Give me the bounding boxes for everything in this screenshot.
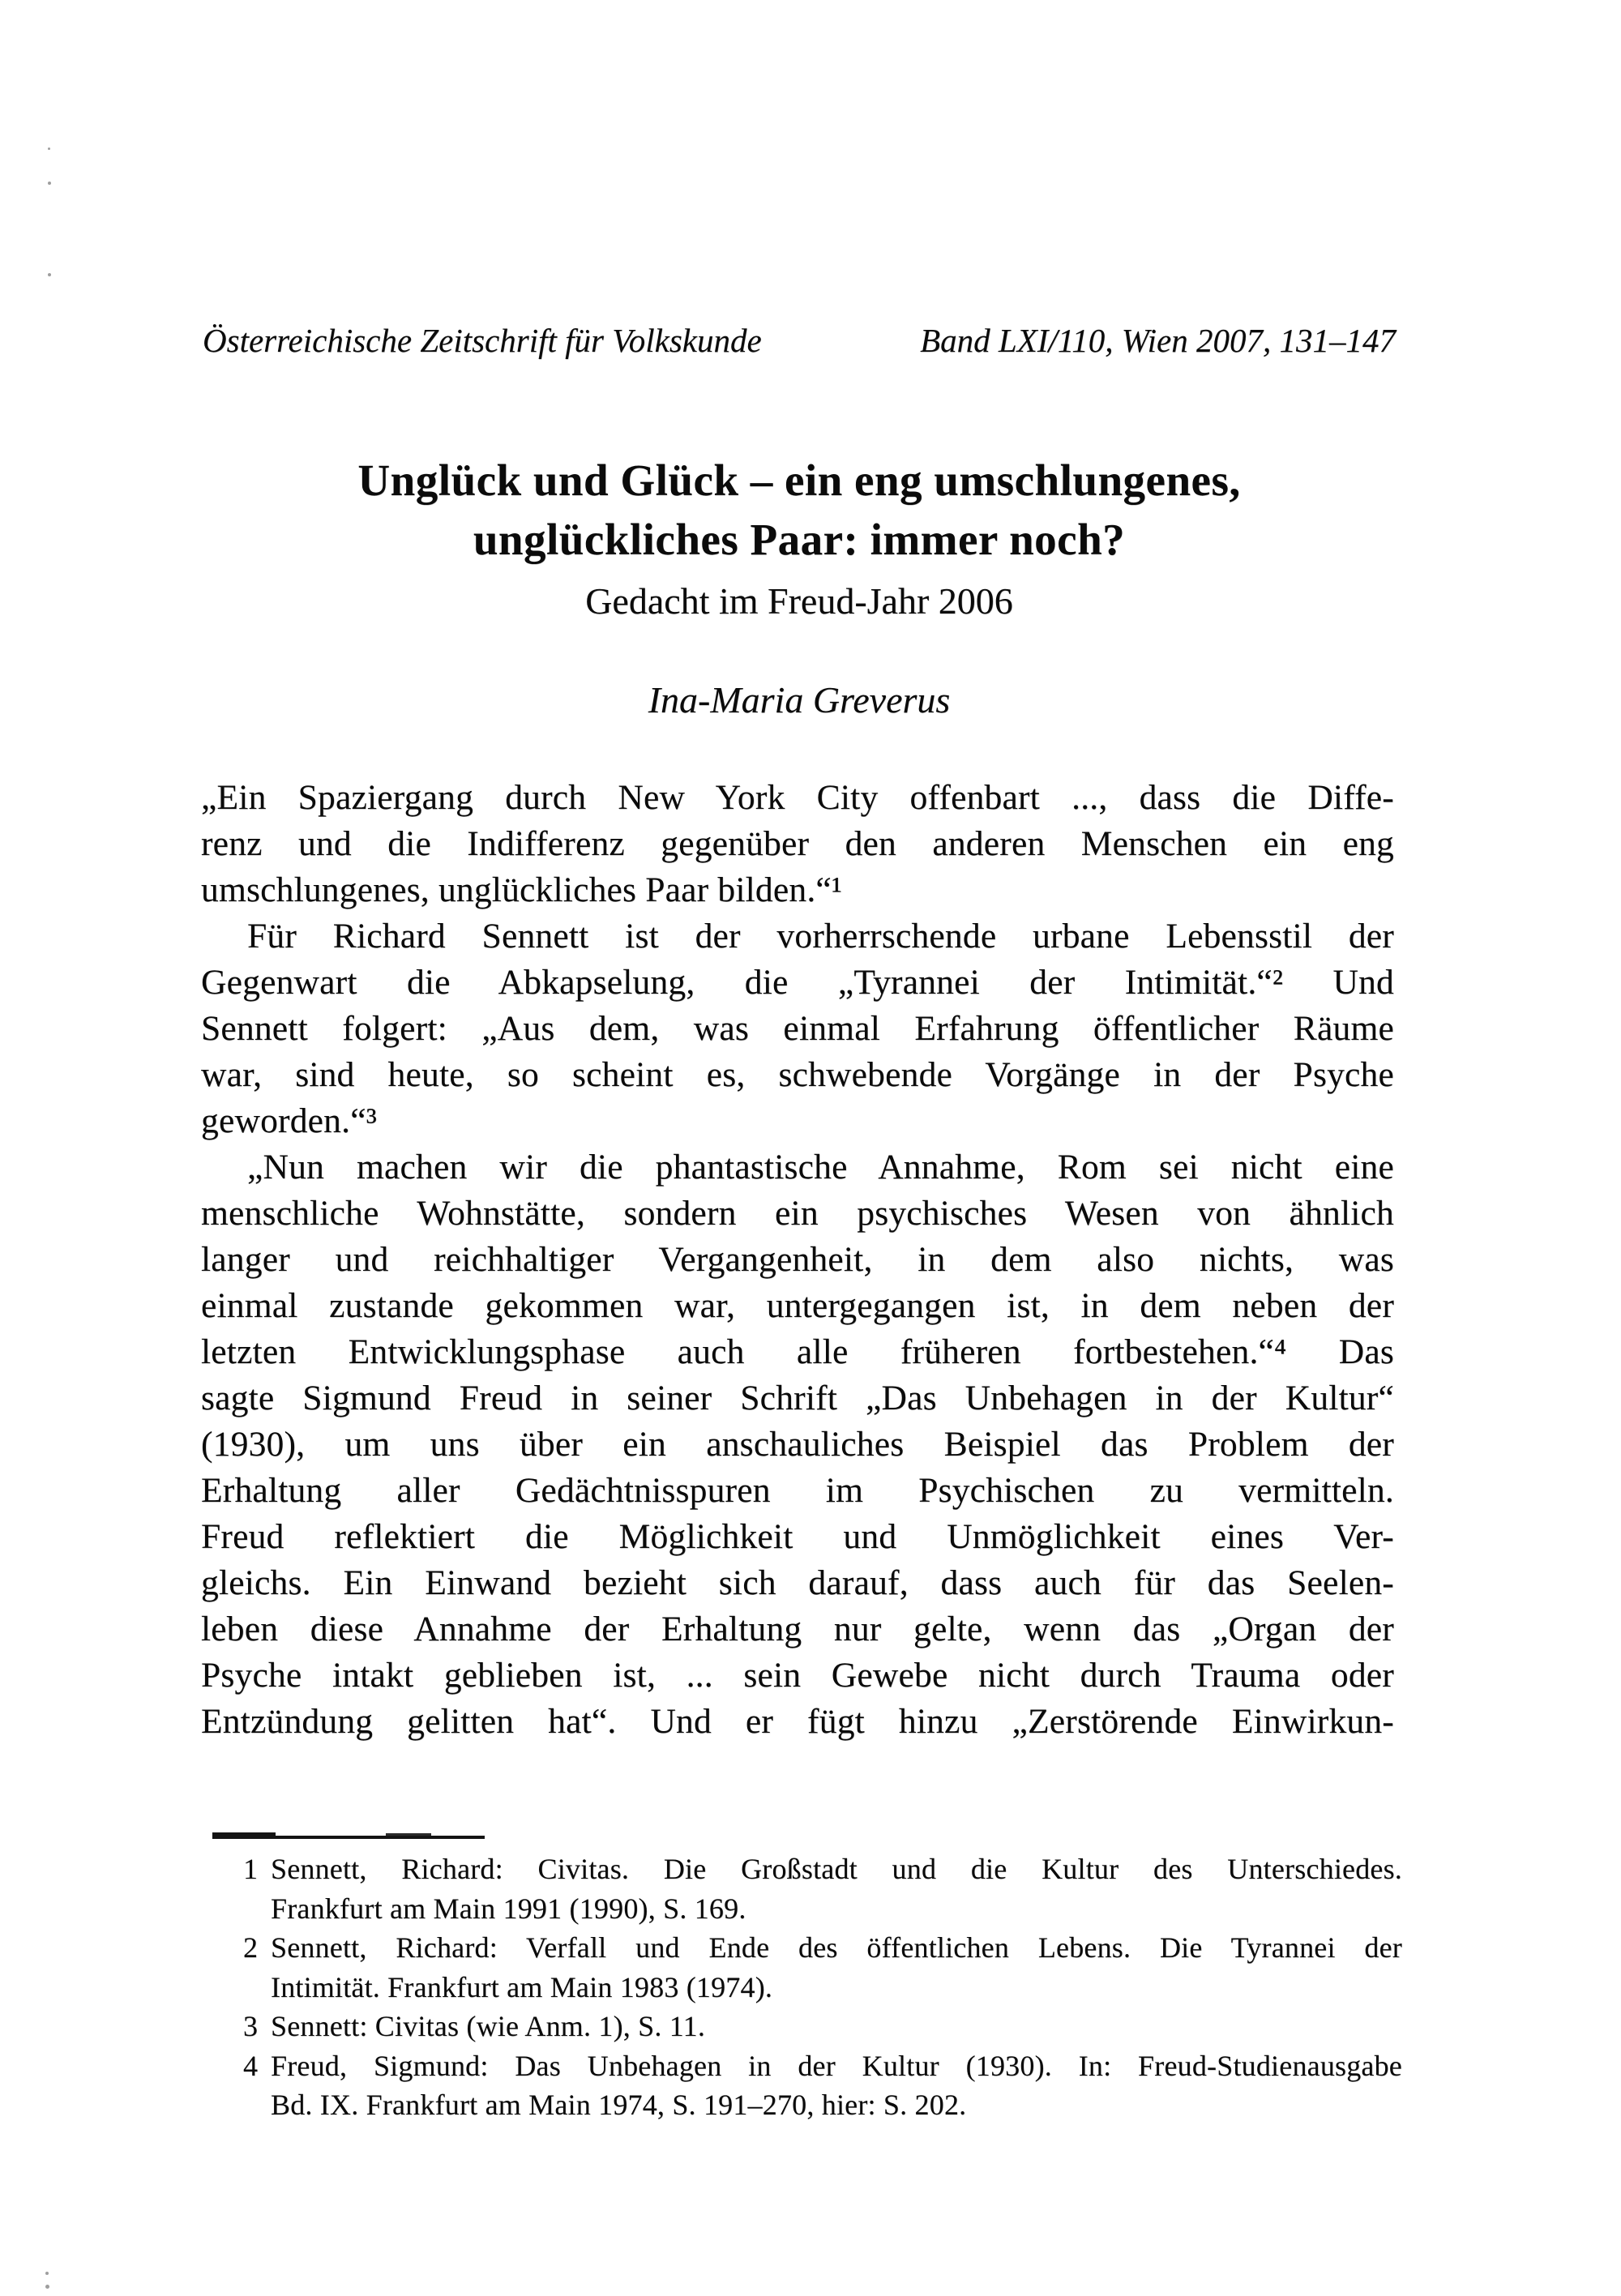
body-line: leben diese Annahme der Erhaltung nur gelte, wenn das „Organ der [201, 1610, 1394, 1648]
footnote-line: Bd. IX. Frankfurt am Main 1974, S. 191–270, hier: S. 202. [271, 2089, 967, 2121]
footnote-number: 2 [243, 1931, 259, 1964]
body-line: gleichs. Ein Einwand bezieht sich darauf, dass auch für das Seelen- [201, 1563, 1394, 1602]
body-line: (1930), um uns über ein anschauliches Beispiel das Problem der [201, 1425, 1394, 1464]
article-subtitle: Gedacht im Freud-Jahr 2006 [585, 580, 1013, 622]
footnote [243, 1849, 1402, 1928]
body-line: Gegenwart die Abkapselung, die „Tyrannei der Intimität.“² Und [201, 963, 1394, 1002]
footnote-number: 1 [243, 1853, 259, 1885]
body-paragraph [201, 913, 1394, 1144]
footnote-text [271, 1849, 1402, 1928]
body-line: Sennett folgert: „Aus dem, was einmal Erfahrung öffentlicher Räume [201, 1009, 1394, 1048]
article-title-line1: Unglück und Glück – ein eng umschlungenes, [357, 455, 1241, 505]
journal-title: Österreichische Zeitschrift für Volkskunde [203, 322, 762, 359]
body-line: Erhaltung aller Gedächtnisspuren im Psychischen zu vermitteln. [201, 1471, 1394, 1510]
footnote-line: Sennett, Richard: Civitas. Die Großstadt und die Kultur des Unterschiedes. [271, 1853, 1402, 1885]
footnote-separator-stroke [386, 1833, 431, 1836]
footnote [243, 1928, 1402, 2007]
body-line: Für Richard Sennett ist der vorherrschende urbane Lebensstil der [247, 917, 1394, 956]
body-line: langer und reichhaltiger Vergangenheit, in dem also nichts, was [201, 1240, 1394, 1279]
body-paragraph [201, 775, 1394, 913]
body-line: war, sind heute, so scheint es, schwebende Vorgänge in der Psyche [201, 1055, 1394, 1094]
body-line: geworden.“³ [201, 1101, 377, 1140]
scan-speck [48, 273, 51, 276]
body-line: renz und die Indifferenz gegenüber den anderen Menschen ein eng [201, 824, 1394, 863]
footnote [243, 2046, 1402, 2125]
body-line: sagte Sigmund Freud in seiner Schrift „Das Unbehagen in der Kultur“ [201, 1379, 1394, 1417]
author-name: Ina-Maria Greverus [648, 679, 951, 720]
footnote-number: 4 [243, 2049, 259, 2082]
footnote-line: Sennett, Richard: Verfall und Ende des öffentlichen Lebens. Die Tyrannei der [271, 1931, 1402, 1964]
body-line: einmal zustande gekommen war, untergegangen ist, in dem neben der [201, 1286, 1394, 1325]
body-paragraph [201, 1144, 1394, 1745]
footnote [243, 2007, 1402, 2046]
running-head [203, 319, 1396, 361]
body-line: „Nun machen wir die phantastische Annahme, Rom sei nicht eine [247, 1148, 1394, 1186]
footnotes-block [243, 1849, 1402, 2125]
footnote-separator-stroke [212, 1832, 276, 1836]
footnote-text [271, 2046, 1402, 2125]
article-title [203, 451, 1396, 569]
scan-speck [45, 2285, 49, 2289]
footnote-line: Intimität. Frankfurt am Main 1983 (1974). [271, 1970, 773, 2003]
footnote-line: Frankfurt am Main 1991 (1990), S. 169. [271, 1892, 746, 1925]
body-line: Psyche intakt geblieben ist, ... sein Gewebe nicht durch Trauma oder [201, 1656, 1394, 1695]
body-line: letzten Entwicklungsphase auch alle früheren fortbestehen.“⁴ Das [201, 1332, 1394, 1371]
issue-info: Band LXI/110, Wien 2007, 131–147 [920, 322, 1396, 359]
body-line: menschliche Wohnstätte, sondern ein psychisches Wesen von ähnlich [201, 1194, 1394, 1233]
body-line: Freud reflektiert die Möglichkeit und Unmöglichkeit eines Ver- [201, 1517, 1394, 1556]
scan-speck [48, 182, 51, 185]
footnote-text [271, 1928, 1402, 2007]
footnote-separator [212, 1836, 485, 1839]
scan-speck [45, 2272, 49, 2275]
body-line: Entzündung gelitten hat“. Und er fügt hinzu „Zerstörende Einwirkun- [201, 1702, 1394, 1741]
footnote-line: Sennett: Civitas (wie Anm. 1), S. 11. [271, 2010, 706, 2042]
footnote-line: Freud, Sigmund: Das Unbehagen in der Kultur (1930). In: Freud-Studienausgabe [271, 2049, 1402, 2082]
body-line: umschlungenes, unglückliches Paar bilden.“¹ [201, 870, 843, 909]
footnote-text [271, 2007, 1402, 2046]
body-line: „Ein Spaziergang durch New York City offenbart ..., dass die Diffe- [201, 778, 1394, 817]
scan-speck [48, 148, 50, 150]
footnote-number: 3 [243, 2010, 259, 2042]
article-title-line2: unglückliches Paar: immer noch? [473, 515, 1126, 564]
article-body [201, 775, 1394, 1745]
